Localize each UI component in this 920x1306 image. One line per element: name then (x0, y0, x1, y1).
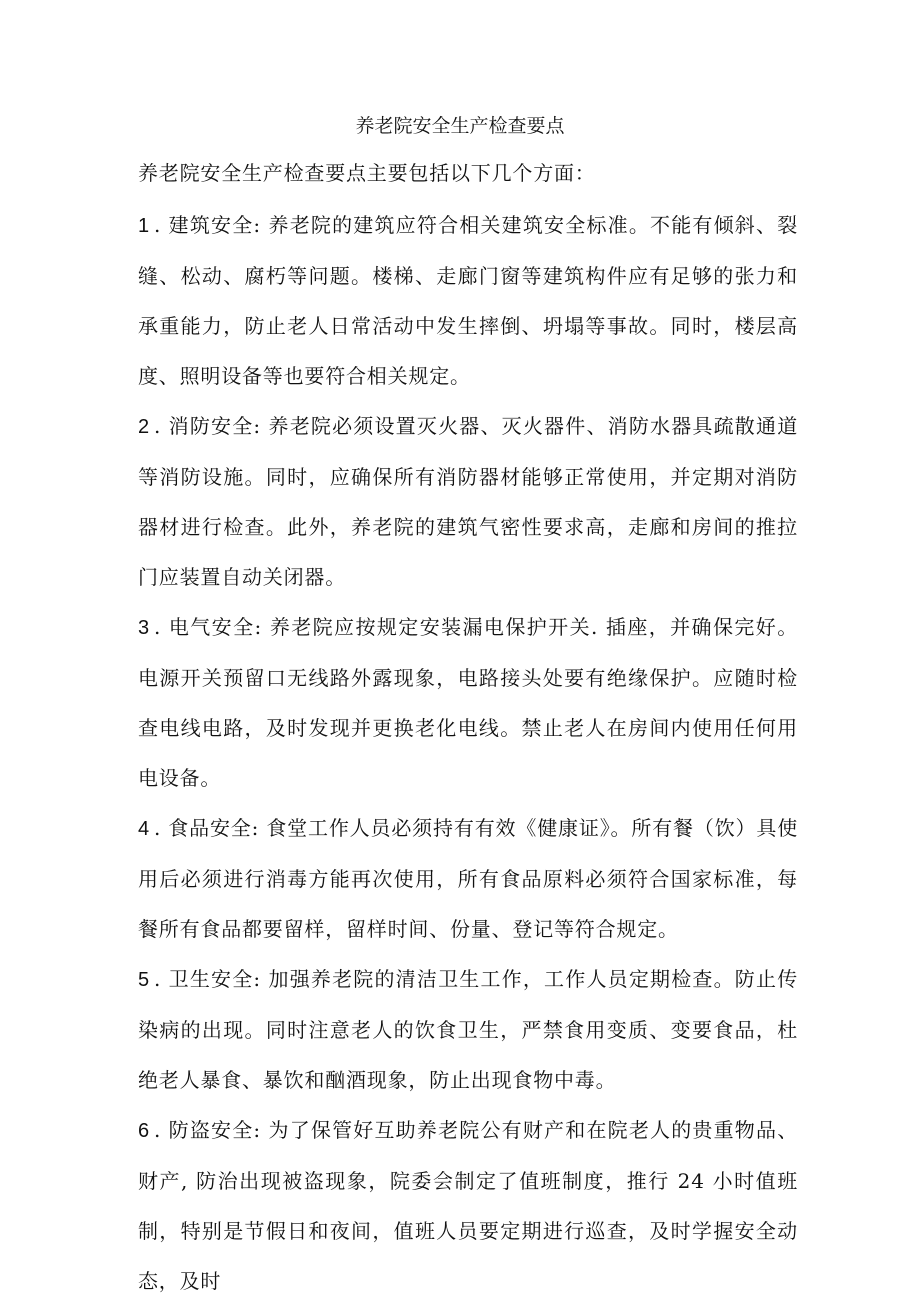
section-paragraph (138, 954, 798, 1105)
section-number: 6 (138, 1120, 150, 1142)
section-hygiene-safety (138, 954, 798, 1105)
sections-list (138, 200, 798, 1306)
section-theft-safety (138, 1105, 798, 1306)
section-text: . 食品安全: 食堂工作人员必须持有有效《健康证》。所有餐（饮）具使用后必须进行消毒方能再次使用，所有食品原料必须符合国家标准，每餐所有食品都要留样，留样时间、份量、登记等符合规定。 (138, 816, 798, 941)
section-text: . 消防安全: 养老院必须设置灭火器、灭火器件、消防水器具疏散通道等消防设施。同时，应确保所有消防器材能够正常使用，并定期对消防器材进行检查。此外，养老院的建筑气密性要求高，走廊和房间的推拉门应装置自动关闭器。 (138, 414, 798, 589)
section-number: 2 (138, 416, 150, 438)
section-paragraph (138, 401, 798, 602)
section-text: . 电气安全: 养老院应按规定安装漏电保护开关. 插座，并确保完好。电源开关预留口无线路外露现象，电路接头处要有绝缘保护。应随时检查电线电路，及时发现并更换老化电线。禁止老人在房间内使用任何用电设备。 (138, 615, 798, 790)
section-text: . 建筑安全: 养老院的建筑应符合相关建筑安全标准。不能有倾斜、裂缝、松动、腐朽等问题。楼梯、走廊门窗等建筑构件应有足够的张力和承重能力，防止老人日常活动中发生摔倒、坍塌等事故。同时，楼层高度、照明设备等也要符合相关规定。 (138, 213, 798, 388)
section-number: 3 (138, 617, 150, 639)
section-paragraph (138, 803, 798, 954)
document-title: 养老院安全生产检查要点 (355, 115, 565, 137)
section-text: . 卫生安全: 加强养老院的清洁卫生工作，工作人员定期检查。防止传染病的出现。同时注意老人的饮食卫生，严禁食用变质、变要食品，杜绝老人暴食、暴饮和酗酒现象，防止出现食物中毒。 (138, 967, 798, 1092)
section-number: 1 (138, 215, 150, 237)
section-number: 4 (138, 818, 150, 840)
section-number: 5 (138, 969, 150, 991)
section-fire-safety (138, 401, 798, 602)
section-paragraph (138, 1105, 798, 1306)
intro-paragraph: 养老院安全生产检查要点主要包括以下几个方面： (138, 161, 596, 185)
section-electrical-safety (138, 602, 798, 803)
section-text: . 防盗安全: 为了保管好互助养老院公有财产和在院老人的贵重物品、财产, 防治出现被盗现象，院委会制定了值班制度，推行 24 小时值班制，特别是节假日和夜间，值班人员要定期进行巡查，及时学握安全动态，及时 (138, 1118, 798, 1293)
section-paragraph (138, 200, 798, 401)
section-paragraph (138, 602, 798, 803)
section-food-safety (138, 803, 798, 954)
section-building-safety (138, 200, 798, 401)
